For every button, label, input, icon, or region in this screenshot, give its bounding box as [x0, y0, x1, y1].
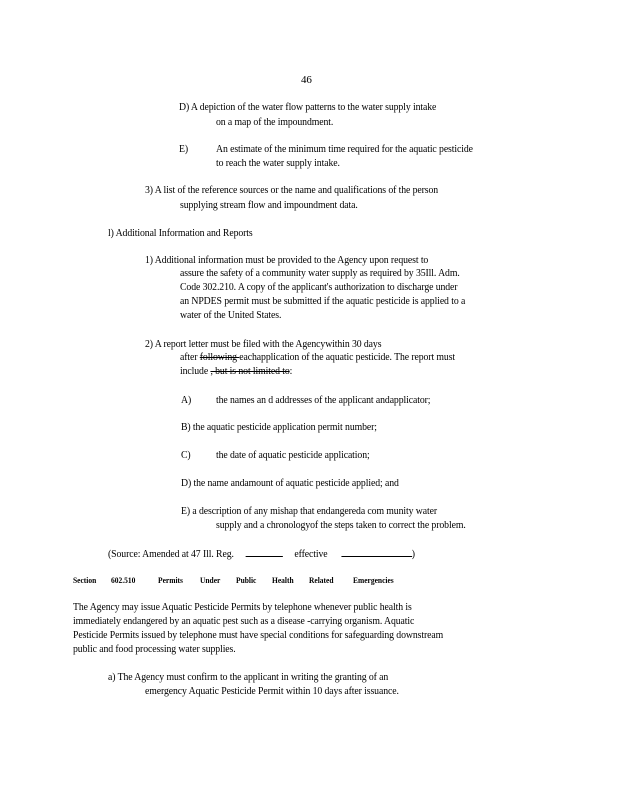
list-d-text: D) the name andamount of aquatic pesticide applied; and	[181, 478, 399, 489]
item-e-line1: An estimate of the minimum time required for the aquatic pesticide	[216, 144, 473, 155]
item-e-line2: to reach the water supply intake.	[216, 158, 340, 169]
item-l1-line5: water of the United States.	[180, 310, 282, 321]
l2-line2-start: after	[180, 352, 200, 363]
source-effective-label: effective	[294, 549, 328, 560]
list-a-label: A)	[181, 395, 192, 406]
reg-blank	[245, 546, 282, 557]
l2-line3-end: :	[289, 366, 293, 377]
list-e-line1: E) a description of any mishap that endangereda com munity water	[181, 506, 437, 517]
effective-date-blank	[341, 546, 412, 557]
section-number: 602.510	[111, 575, 136, 585]
section-l-heading: l) Additional Information and Reports	[108, 228, 253, 239]
item-3-line1: 3) A list of the reference sources or the name and qualifications of the person	[145, 185, 439, 196]
section-title-word: Permits	[158, 575, 183, 585]
item-l2-line3	[180, 365, 292, 379]
source-line	[108, 546, 415, 562]
emergency-para-line2: immediately endangered by an aquatic pest such as a disease -carrying organism. Aquatic	[73, 616, 415, 627]
section-title-word: Health	[272, 575, 294, 585]
list-e-line2: supply and a chronologyof the steps taken to correct the problem.	[216, 520, 466, 531]
item-a-line2: emergency Aquatic Pesticide Permit within 10 days after issuance.	[145, 686, 399, 697]
list-b-text: B) the aquatic pesticide application permit number;	[181, 422, 377, 433]
l2-line3-start: include	[180, 366, 211, 377]
section-label: Section	[73, 575, 97, 585]
item-l1-line1: 1) Additional information must be provided to the Agency upon request to	[145, 255, 429, 266]
emergency-para-line3: Pesticide Permits issued by telephone must have special conditions for safeguarding downstream	[73, 630, 444, 641]
section-title-word: Under	[200, 575, 221, 585]
list-c-text: the date of aquatic pesticide application;	[216, 450, 370, 461]
item-d-line1: D) A depiction of the water flow patterns to the water supply intake	[179, 102, 437, 113]
l2-line2-rest: eachapplication of the aquatic pesticide. The report must	[239, 352, 456, 363]
item-3-line2: supplying stream flow and impoundment data.	[180, 200, 358, 211]
page-number: 46	[301, 74, 312, 86]
item-e-label: E)	[179, 144, 189, 155]
item-l2-line1: 2) A report letter must be filed with the Agencywithin 30 days	[145, 339, 382, 350]
section-title-word: Public	[236, 575, 257, 585]
emergency-para-line4: public and food processing water supplies.	[73, 644, 236, 655]
item-l1-line3: Code 302.210. A copy of the applicant's authorization to discharge under	[180, 282, 458, 293]
list-a-text: the names an d addresses of the applicant andapplicator;	[216, 395, 431, 406]
emergency-para-line1: The Agency may issue Aquatic Pesticide Permits by telephone whenever public health is	[73, 602, 412, 613]
source-prefix: (Source: Amended at 47 Ill. Reg.	[108, 549, 234, 560]
item-l2-line2	[180, 351, 455, 365]
list-c-label: C)	[181, 450, 191, 461]
item-l1-line2: assure the safety of a community water supply as required by 35Ill. Adm.	[180, 268, 460, 279]
deleted-text-following: following	[199, 352, 240, 363]
source-close: )	[411, 549, 415, 560]
section-title-word: Emergencies	[353, 575, 394, 585]
deleted-text-not-limited: , but is not limited to	[210, 366, 290, 377]
item-a-line1: a) The Agency must confirm to the applicant in writing the granting of an	[108, 672, 389, 683]
item-l1-line4: an NPDES permit must be submitted if the aquatic pesticide is applied to a	[180, 296, 466, 307]
item-d-line2: on a map of the impoundment.	[216, 117, 334, 128]
section-title-word: Related	[309, 575, 334, 585]
